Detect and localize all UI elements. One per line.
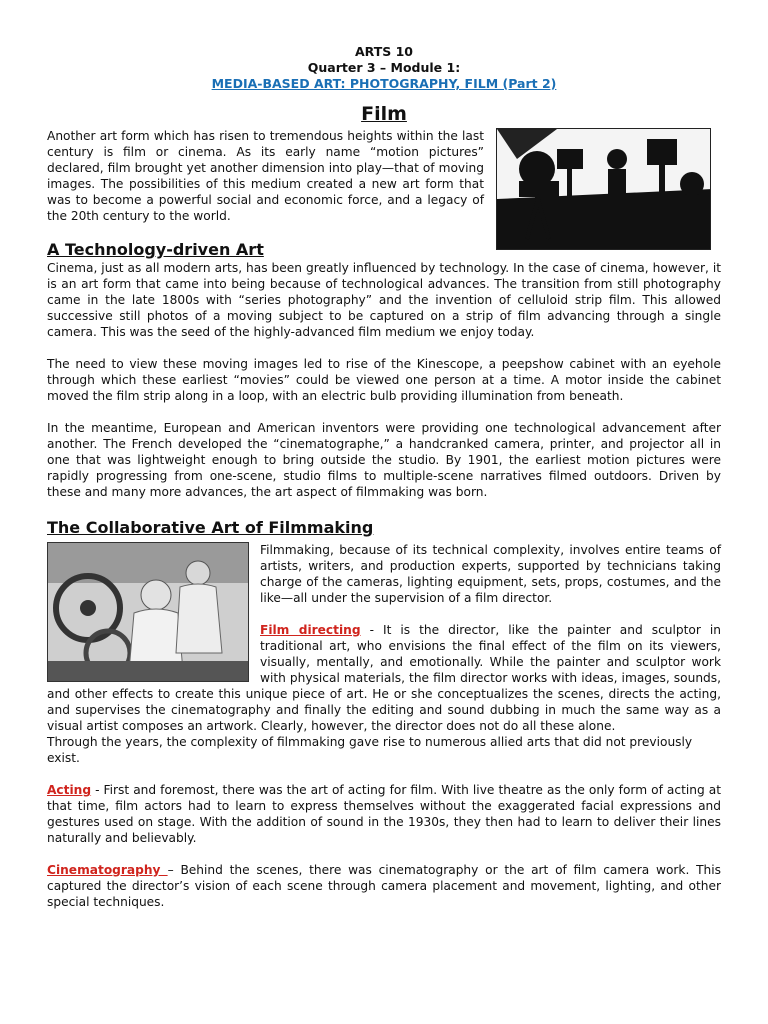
quarter-module: Quarter 3 – Module 1: bbox=[307, 60, 461, 75]
film-editing-lab-photo bbox=[47, 542, 249, 682]
page-title: Film bbox=[361, 103, 407, 125]
cinematography-text: – Behind the scenes, there was cinematography or the art of film camera work. This captured the director’s vision of each scene through camera placement and movement, lighting, and other special techniques. bbox=[47, 863, 721, 909]
allied-arts-paragraph: Through the years, the complexity of filmmaking gave rise to numerous allied arts that did not previously exist. bbox=[47, 735, 693, 765]
kinescope-paragraph: The need to view these moving images led to rise of the Kinescope, a peepshow cabinet with an eyehole through which these earliest “movies” could be viewed one person at a time. A motor inside the cabinet moved the film strip along in a loop, with an electric bulb providing illumination from beneath. bbox=[47, 357, 721, 403]
collab-heading: The Collaborative Art of Filmmaking bbox=[47, 518, 374, 537]
module-title-link[interactable]: MEDIA-BASED ART: PHOTOGRAPHY, FILM (Part 2) bbox=[211, 76, 557, 91]
film-set-photo bbox=[496, 128, 711, 250]
technology-paragraph: Cinema, just as all modern arts, has been greatly influenced by technology. In the case of cinema, however, it is an art form that came into being because of technological advances. The transition from still photography came in the late 1800s with “series photography” and the invention of celluloid strip film. This allowed successive still photos of a moving subject to be captured on a strip of film advancing through a single camera. This was the seed of the highly-advanced film medium we enjoy today. bbox=[47, 261, 721, 339]
course-title: ARTS 10 bbox=[354, 44, 413, 59]
collab-block bbox=[47, 542, 721, 910]
cinematography-term: Cinematography bbox=[47, 863, 168, 877]
directing-term: Film directing bbox=[260, 623, 361, 637]
intro-block bbox=[47, 128, 721, 224]
acting-paragraph bbox=[47, 782, 721, 846]
inventors-paragraph: In the meantime, European and American inventors were providing one technological advancement after another. The French developed the “cinematographe,” a handcranked camera, printer, and projector all in one that was lightweight enough to bring outside the studio. By 1901, the earliest motion pictures were rapidly progressing from one-scene, studio films to multiple-scene narratives filmed outdoors. Driven by these and many more advances, the art aspect of filmmaking was born. bbox=[47, 421, 721, 499]
collab-paragraph: Filmmaking, because of its technical complexity, involves entire teams of artists, writers, and production experts, supported by technicians taking charge of the cameras, lighting equipment, sets, props, costumes, and the like—all under the supervision of a film director. bbox=[260, 543, 721, 605]
intro-paragraph: Another art form which has risen to tremendous heights within the last century is film or cinema. As its early name “motion pictures” declared, film brought yet another dimension into play—that of moving images. The possibilities of this medium created a new art form that was to become a powerful social and economic force, and a legacy of the 20th century to the world. bbox=[47, 129, 484, 223]
document-page bbox=[47, 44, 721, 910]
technology-heading: A Technology-driven Art bbox=[47, 240, 264, 259]
acting-term: Acting bbox=[47, 783, 92, 797]
cinematography-paragraph bbox=[47, 862, 721, 910]
acting-text: - First and foremost, there was the art of acting for film. With live theatre as the only form of acting at that time, film actors had to learn to express themselves without the exaggerated facial expressions and gestures used on stage. With the addition of sound in the 1930s, they then had to learn to deliver their lines naturally and believably. bbox=[47, 783, 721, 845]
directing-text: - It is the director, like the painter and sculptor in traditional art, who envisions the final effect of the film on its viewers, visually, mentally, and emotionally. While the painter and sculptor work with physical materials, the film director works with ideas, images, sounds, and other effects to create this unique piece of art. He or she conceptualizes the scenes, directs the acting, and supervises the cinematography and finally the editing and sound dubbing in much the same way as a visual artist composes an artwork. Clearly, however, the director does not do all these alone. bbox=[47, 623, 721, 733]
